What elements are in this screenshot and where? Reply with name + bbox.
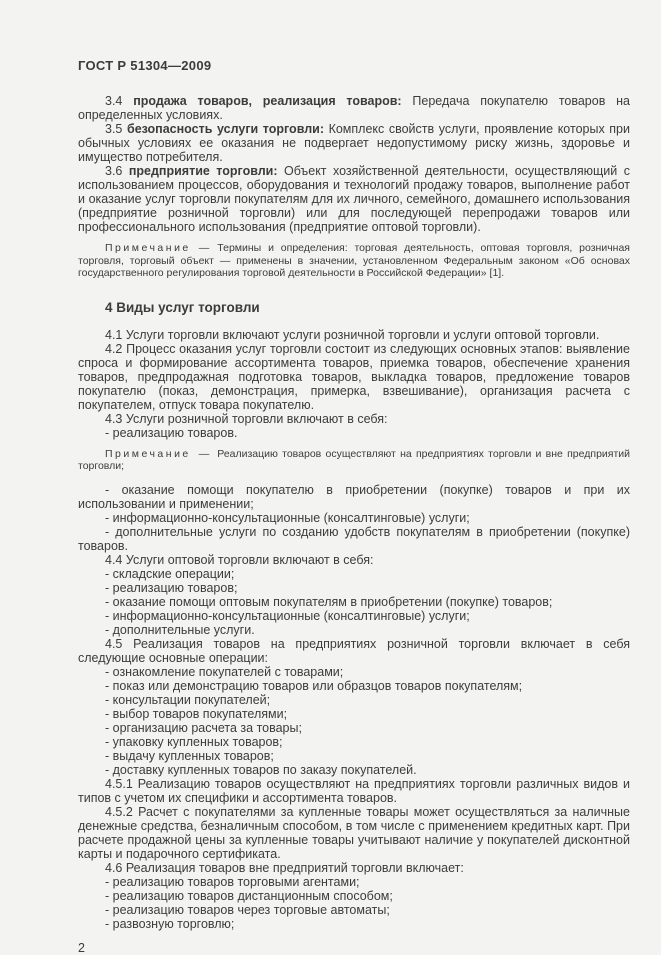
term-label: продажа товаров, реализация товаров: bbox=[133, 94, 413, 108]
term-label: безопасность услуги торговли: bbox=[126, 122, 329, 136]
paragraph: 4.3 Услуги розничной торговли включают в себя: bbox=[105, 411, 388, 426]
list-item-line: - доставку купленных товаров по заказу покупателей. bbox=[105, 762, 417, 777]
term-definition-paragraph bbox=[78, 122, 630, 164]
paragraph: 4.5 Реализация товаров на предприятиях розничной торговли включает в себя следующие основные операции: bbox=[78, 636, 630, 665]
term-label: предприятие торговли: bbox=[128, 164, 284, 178]
clause-number: 3.6 bbox=[105, 164, 129, 178]
list-item-line: - складские операции; bbox=[105, 566, 235, 581]
definition-text: Объект хозяйственной деятельности, осуществляющий с использованием процессов, оборудования и технологий продажу товаров, выполнение работ и оказание услуг торговли покупателям для их личного, семейного, домашнего использования (предприятие розничной торговли) или для последующей перепродажи товаров или профессионального использования (предприятие оптовой торговли). bbox=[78, 164, 630, 234]
note-dash: — bbox=[198, 447, 210, 460]
document-body bbox=[78, 94, 630, 931]
note-text: Реализацию товаров осуществляют на предприятиях торговли и вне предприятий торговли; bbox=[78, 447, 630, 472]
term-definition-paragraph bbox=[78, 94, 630, 122]
list-item-line: - дополнительные услуги по созданию удобств покупателям в приобретении (покупке) товаров. bbox=[78, 524, 630, 553]
note-paragraph bbox=[78, 242, 630, 280]
definition-text: Передача покупателю товаров на определенных условиях. bbox=[78, 94, 631, 122]
paragraph: 4.1 Услуги торговли включают услуги розничной торговли и услуги оптовой торговли. bbox=[105, 327, 600, 342]
paragraph: 4.5.1 Реализацию товаров осуществляют на предприятиях торговли различных видов и типов с учетом их специфики и ассортимента товаров. bbox=[78, 776, 630, 805]
paragraph: 4.6 Реализация товаров вне предприятий торговли включает: bbox=[105, 860, 464, 875]
note-label: Примечание bbox=[105, 447, 191, 460]
clause-number: 3.4 bbox=[105, 94, 134, 108]
page-number: 2 bbox=[78, 940, 85, 955]
clause-number: 3.5 bbox=[105, 122, 127, 136]
document-header: ГОСТ Р 51304—2009 bbox=[78, 58, 212, 73]
note-dash: — bbox=[198, 242, 210, 254]
list-item-line: - оказание помощи покупателю в приобретении (покупке) товаров и при их использовании и применении; bbox=[78, 482, 630, 511]
list-item-line: - консультации покупателей; bbox=[105, 692, 271, 707]
paragraph: 4.2 Процесс оказания услуг торговли состоит из следующих основных этапов: выявление спроса и формирование ассортимента товаров, приемка товаров, обеспечение хранения товаров, предпродажная подготовка товаров, выкладка товаров, предложение товаров покупателю (показ, демонстрация, примерка, взвешивание), организация расчета с покупателем, отпуск товара покупателю. bbox=[78, 341, 630, 412]
list-item-line: - оказание помощи оптовым покупателям в приобретении (покупке) товаров; bbox=[105, 594, 553, 609]
definition-text: Комплекс свойств услуги, проявление которых при обычных условиях ее оказания не подвергает недопустимому риску жизнь, здоровье и имущество потребителя. bbox=[78, 122, 630, 164]
list-item-line: - упаковку купленных товаров; bbox=[105, 734, 283, 749]
list-item-line: - выдачу купленных товаров; bbox=[105, 748, 274, 763]
list-item-line: - реализацию товаров; bbox=[105, 580, 238, 595]
list-item-line: - выбор товаров покупателями; bbox=[105, 706, 288, 721]
list-item-line: - реализацию товаров через торговые автоматы; bbox=[105, 902, 390, 917]
list-item-line: - организацию расчета за товары; bbox=[105, 720, 302, 735]
note-paragraph bbox=[78, 448, 630, 473]
list-item-line: - реализацию товаров. bbox=[105, 425, 238, 440]
term-definition-paragraph bbox=[78, 164, 630, 234]
list-item-line: - показ или демонстрацию товаров или образцов товаров покупателям; bbox=[105, 678, 523, 693]
note-label: Примечание bbox=[105, 242, 191, 254]
paragraph: 4.5.2 Расчет с покупателями за купленные товары может осуществляться за наличные денежные средства, безналичным способом, в том числе с применением кредитных карт. При расчете продажной цены за купленные товары учитывают наличие у покупателей дисконтной карты и подарочного сертификата. bbox=[78, 804, 630, 861]
paragraph: 4.4 Услуги оптовой торговли включают в себя: bbox=[105, 552, 374, 567]
list-item-line: - ознакомление покупателей с товарами; bbox=[105, 664, 344, 679]
list-item-line: - реализацию товаров торговыми агентами; bbox=[105, 874, 360, 889]
note-text: Термины и определения: торговая деятельность, оптовая торговля, розничная торговля, торговый объект — применены в значении, установленном Федеральным законом «Об основах государственного регулирования торговой деятельности в Российской Федерации» [1]. bbox=[78, 242, 630, 279]
list-item-line: - информационно-консультационные (консалтинговые) услуги; bbox=[105, 510, 470, 525]
list-item-line: - дополнительные услуги. bbox=[105, 622, 255, 637]
list-item-line: - реализацию товаров дистанционным способом; bbox=[105, 888, 393, 903]
list-item-line: - информационно-консультационные (консалтинговые) услуги; bbox=[105, 608, 470, 623]
section-heading: 4 Виды услуг торговли bbox=[105, 299, 260, 315]
list-item-line: - развозную торговлю; bbox=[105, 916, 235, 931]
